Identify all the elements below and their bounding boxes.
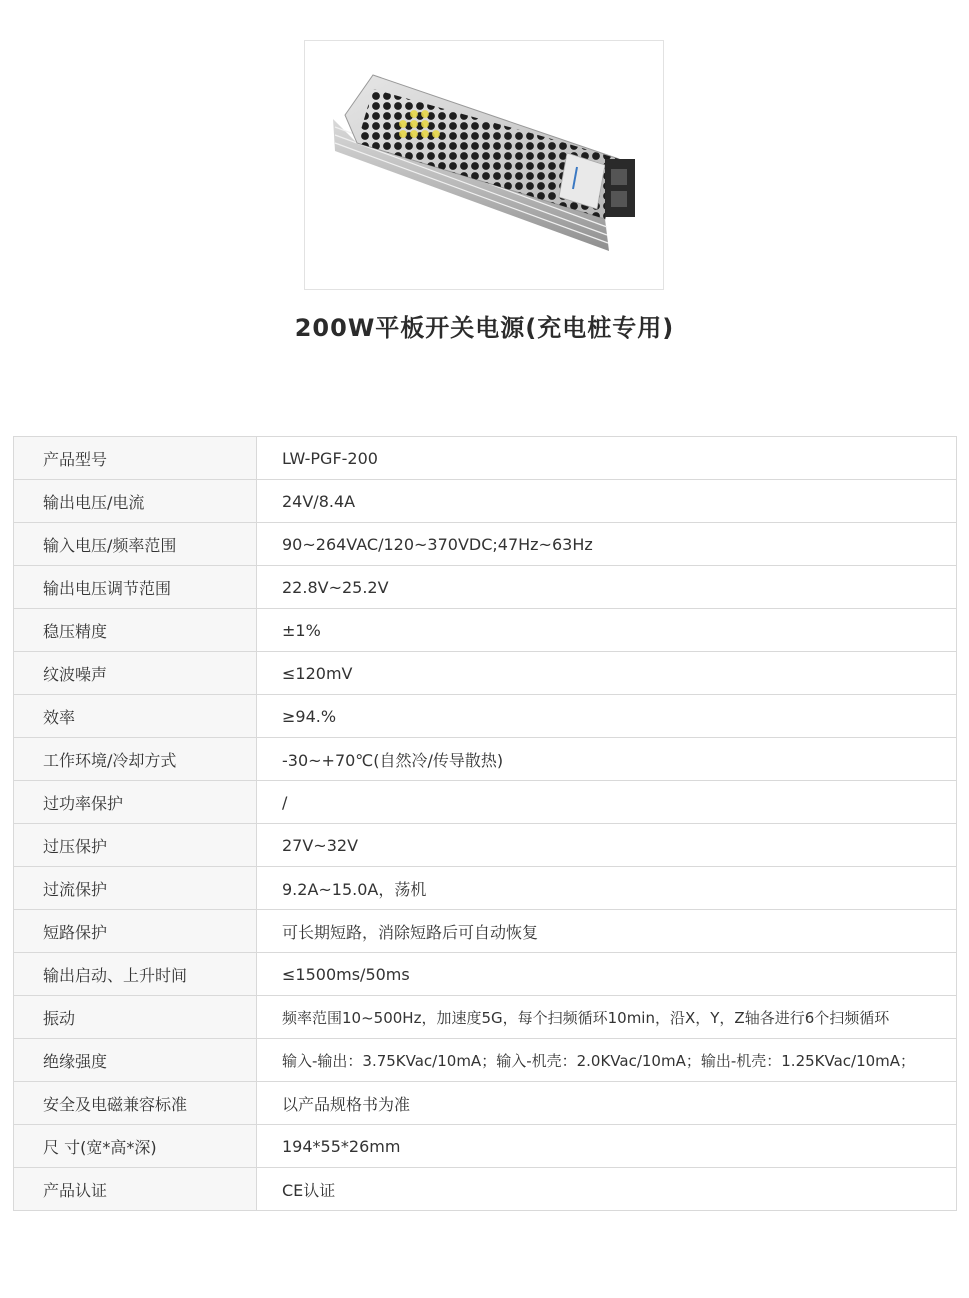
spec-value: 22.8V~25.2V bbox=[257, 566, 957, 609]
spec-label: 振动 bbox=[14, 996, 257, 1039]
spec-label: 产品认证 bbox=[14, 1168, 257, 1211]
table-row bbox=[14, 867, 957, 910]
spec-value: 24V/8.4A bbox=[257, 480, 957, 523]
spec-label: 输出启动、上升时间 bbox=[14, 953, 257, 996]
table-row bbox=[14, 738, 957, 781]
table-row bbox=[14, 1039, 957, 1082]
spec-label: 输入电压/频率范围 bbox=[14, 523, 257, 566]
spec-label: 输出电压/电流 bbox=[14, 480, 257, 523]
spec-value: CE认证 bbox=[257, 1168, 957, 1211]
table-row bbox=[14, 652, 957, 695]
power-supply-image bbox=[305, 41, 663, 289]
spec-value: ≥94.% bbox=[257, 695, 957, 738]
spec-value: -30~+70℃(自然冷/传导散热) bbox=[257, 738, 957, 781]
table-row bbox=[14, 1125, 957, 1168]
spec-value: 27V~32V bbox=[257, 824, 957, 867]
table-row bbox=[14, 996, 957, 1039]
table-row bbox=[14, 437, 957, 480]
spec-value: 以产品规格书为准 bbox=[257, 1082, 957, 1125]
spec-label: 过流保护 bbox=[14, 867, 257, 910]
spec-label: 效率 bbox=[14, 695, 257, 738]
table-row bbox=[14, 781, 957, 824]
product-image bbox=[304, 40, 664, 290]
product-title: 200W平板开关电源(充电桩专用) bbox=[294, 314, 675, 342]
table-row bbox=[14, 523, 957, 566]
spec-label: 短路保护 bbox=[14, 910, 257, 953]
spec-label: 安全及电磁兼容标准 bbox=[14, 1082, 257, 1125]
spec-value: ≤120mV bbox=[257, 652, 957, 695]
spec-value: / bbox=[257, 781, 957, 824]
spec-label: 纹波噪声 bbox=[14, 652, 257, 695]
table-row bbox=[14, 609, 957, 652]
spec-label: 尺 寸(宽*高*深) bbox=[14, 1125, 257, 1168]
spec-label: 工作环境/冷却方式 bbox=[14, 738, 257, 781]
spec-value: ±1% bbox=[257, 609, 957, 652]
table-row bbox=[14, 824, 957, 867]
spec-value: ≤1500ms/50ms bbox=[257, 953, 957, 996]
spec-label: 产品型号 bbox=[14, 437, 257, 480]
table-row bbox=[14, 566, 957, 609]
spec-value: 输入-输出：3.75KVac/10mA；输入-机壳：2.0KVac/10mA；输出-机壳：1.25KVac/10mA； bbox=[257, 1039, 957, 1082]
spec-value: 频率范围10~500Hz，加速度5G，每个扫频循环10min，沿X，Y，Z轴各进行6个扫频循环 bbox=[257, 996, 957, 1039]
spec-label: 稳压精度 bbox=[14, 609, 257, 652]
spec-table bbox=[13, 436, 957, 1211]
table-row bbox=[14, 1168, 957, 1211]
spec-label: 过压保护 bbox=[14, 824, 257, 867]
table-row bbox=[14, 910, 957, 953]
spec-value: LW-PGF-200 bbox=[257, 437, 957, 480]
spec-value: 194*55*26mm bbox=[257, 1125, 957, 1168]
spec-label: 输出电压调节范围 bbox=[14, 566, 257, 609]
table-row bbox=[14, 480, 957, 523]
spec-value: 90~264VAC/120~370VDC;47Hz~63Hz bbox=[257, 523, 957, 566]
spec-value: 可长期短路，消除短路后可自动恢复 bbox=[257, 910, 957, 953]
table-row bbox=[14, 953, 957, 996]
table-row bbox=[14, 695, 957, 738]
spec-label: 绝缘强度 bbox=[14, 1039, 257, 1082]
table-row bbox=[14, 1082, 957, 1125]
spec-value: 9.2A~15.0A，荡机 bbox=[257, 867, 957, 910]
spec-label: 过功率保护 bbox=[14, 781, 257, 824]
